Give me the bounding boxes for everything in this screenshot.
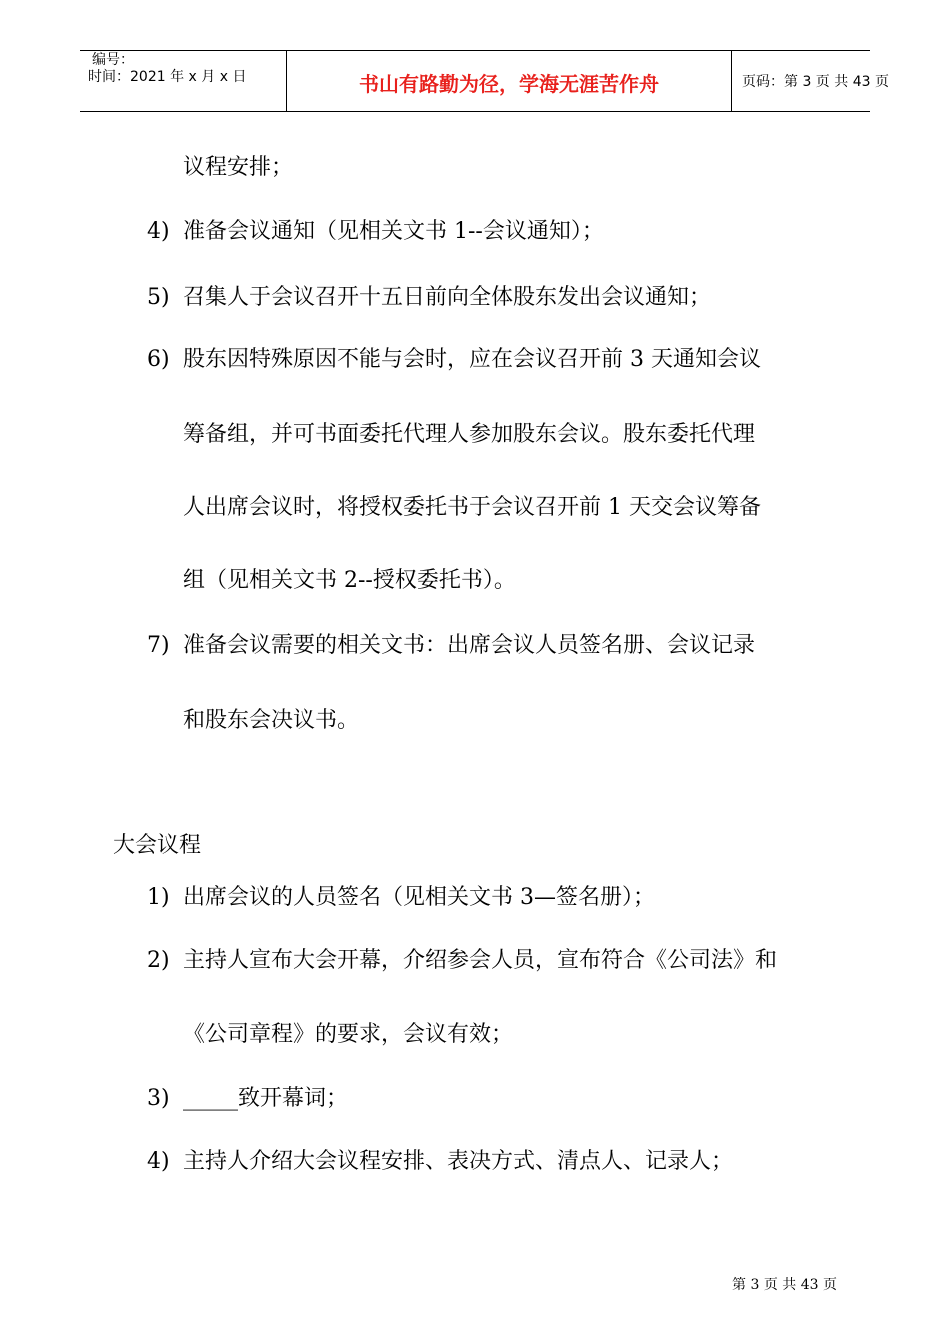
list-text: _____致开幕词；: [183, 1086, 349, 1111]
section-title: 大会议程: [113, 833, 202, 858]
list-number: 6): [147, 347, 170, 372]
serial-label: 编号：: [92, 52, 134, 68]
header-page-cell: [732, 51, 889, 111]
page-footer: 第 3 页 共 43 页: [732, 1277, 837, 1293]
list-number: 7): [147, 633, 170, 658]
list-text: 股东因特殊原因不能与会时，应在会议召开前 3 天通知会议: [183, 347, 761, 372]
list-number: 1): [147, 885, 170, 910]
time-label: 时间：2021 年 x 月 x 日: [88, 69, 247, 85]
list-number: 4): [147, 219, 170, 244]
list-text-continuation: 人出席会议时，将授权委托书于会议召开前 1 天交会议筹备: [183, 495, 761, 520]
header-meta: [80, 51, 286, 111]
header-motto-cell: [286, 51, 732, 111]
list-number: 3): [147, 1086, 170, 1111]
list-text: 出席会议的人员签名（见相关文书 3—签名册）；: [183, 885, 655, 910]
list-text-continuation: 组（见相关文书 2--授权委托书）。: [183, 568, 516, 593]
list-text: 主持人介绍大会议程安排、表决方式、清点人、记录人；: [183, 1149, 734, 1174]
list-text: 召集人于会议召开十五日前向全体股东发出会议通知；: [183, 285, 712, 310]
page-header: [80, 50, 889, 112]
list-text-continuation: 和股东会决议书。: [183, 708, 360, 733]
header-motto: 书山有路勤为径，学海无涯苦作舟: [359, 72, 659, 96]
list-text: 准备会议通知（见相关文书 1--会议通知）；: [183, 219, 604, 244]
header-page-info: 页码：第 3 页 共 43 页: [742, 74, 889, 90]
list-text-continuation: 《公司章程》的要求，会议有效；: [183, 1022, 514, 1047]
body-line: 议程安排；: [183, 155, 294, 180]
list-number: 2): [147, 948, 170, 973]
list-number: 5): [147, 285, 170, 310]
list-number: 4): [147, 1149, 170, 1174]
list-text: 准备会议需要的相关文书：出席会议人员签名册、会议记录: [183, 633, 756, 658]
list-text: 主持人宣布大会开幕，介绍参会人员，宣布符合《公司法》和: [183, 948, 778, 973]
list-text-continuation: 筹备组，并可书面委托代理人参加股东会议。股东委托代理: [183, 422, 756, 447]
